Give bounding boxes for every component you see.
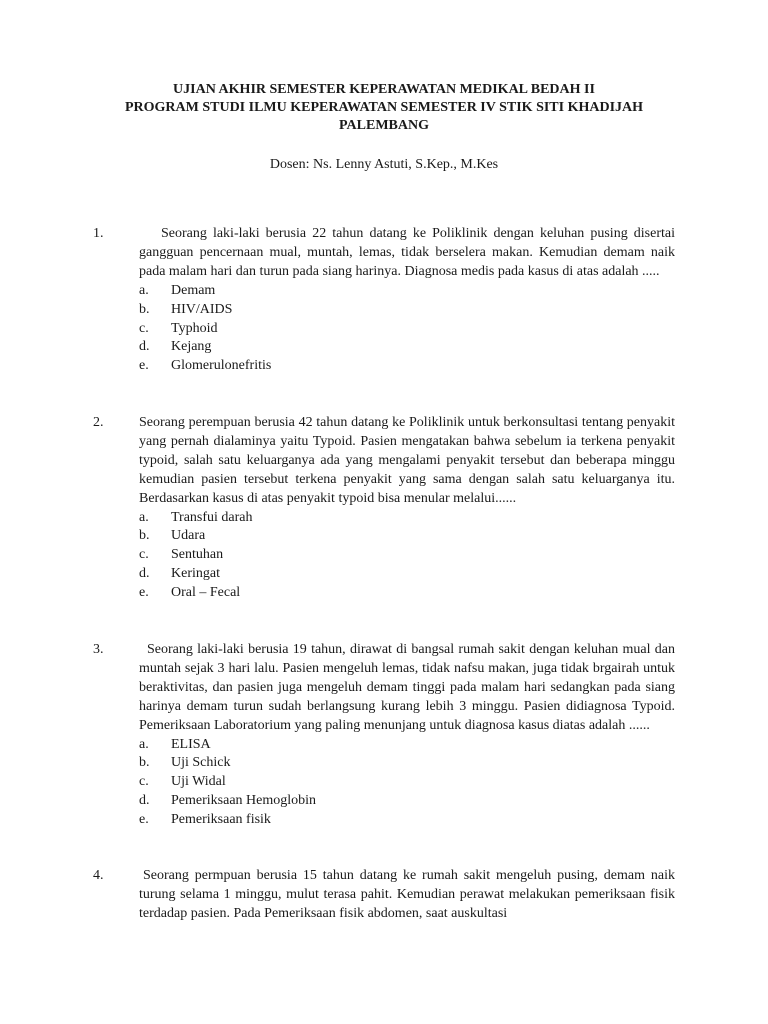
option-letter: a. (139, 736, 149, 752)
exam-header (80, 81, 688, 135)
answer-option (139, 565, 675, 584)
answer-option (139, 736, 675, 755)
answer-option (139, 527, 675, 546)
option-letter: c. (139, 547, 149, 563)
question-text: Seorang permpuan berusia 15 tahun datang ke rumah sakit mengeluh pusing, demam naik turung selama 1 minggu, mulut terasa pahit. Kemudian perawat melakukan pemeriksaan fisik terdadap pasien. Pada Pemeriksaan fisik abdomen, saat auskultasi (139, 868, 675, 921)
answer-options (139, 282, 675, 377)
option-text: Demam (171, 282, 216, 298)
question-4 (93, 867, 675, 924)
option-letter: d. (139, 566, 150, 582)
answer-option (139, 357, 675, 376)
option-letter: c. (139, 774, 149, 790)
option-text: Oral – Fecal (171, 585, 241, 601)
question-text: Seorang laki-laki berusia 19 tahun, dirawat di bangsal rumah sakit dengan keluhan mual dan muntah sejak 3 hari lalu. Pasien mengeluh lemas, tidak nafsu makan, juga tidak brgairah untuk beraktivitas, dan pasien juga mengeluh demam tinggi pada malam hari sedangkan pada siang harinya demam turun sudah berlangsung kurang lebih 3 minggu. Pasien didiagnosa Typoid. Pemeriksaan Laboratorium yang paling menunjang untuk diagnosa kasus diatas adalah ...... (139, 642, 675, 733)
answer-option (139, 811, 675, 830)
option-letter: b. (139, 301, 150, 317)
option-text: Pemeriksaan Hemoglobin (171, 793, 317, 809)
option-text: Kejang (171, 339, 212, 355)
question-number: 1. (93, 226, 104, 241)
answer-option (139, 754, 675, 773)
answer-option (139, 509, 675, 528)
option-letter: e. (139, 812, 149, 828)
question-text: Seorang perempuan berusia 42 tahun datang ke Poliklinik untuk berkonsultasi tentang penyakit yang pernah dialaminya yaitu Typoid. Pasien mengatakan bahwa sebelum ia terkena penyakit typoid, salah satu keluarganya ada yang mengalami penyakit tersebut dan beberapa minggu kemudian pasien tersebut terkena penyakit yang sama dengan salah satu keluarganya itu. Berdasarkan kasus di atas penyakit typoid bisa menular melalui...... (139, 415, 675, 506)
option-text: Keringat (171, 566, 220, 582)
header-line-2: PROGRAM STUDI ILMU KEPERAWATAN SEMESTER IV STIK SITI KHADIJAH (124, 100, 644, 115)
option-text: Glomerulonefritis (171, 358, 272, 374)
option-text: Pemeriksaan fisik (171, 812, 271, 828)
option-letter: a. (139, 282, 149, 298)
answer-option (139, 282, 675, 301)
answer-option (139, 338, 675, 357)
header-line-1: UJIAN AKHIR SEMESTER KEPERAWATAN MEDIKAL BEDAH II (173, 82, 595, 97)
option-text: HIV/AIDS (171, 301, 233, 317)
option-text: Udara (171, 528, 206, 544)
answer-option (139, 792, 675, 811)
answer-option (139, 584, 675, 603)
question-3 (93, 641, 675, 830)
option-text: Typhoid (171, 320, 218, 336)
option-text: Sentuhan (171, 547, 224, 563)
option-letter: b. (139, 755, 150, 771)
option-text: Uji Widal (171, 774, 226, 790)
header-line-3: PALEMBANG (339, 118, 429, 133)
answer-options (139, 509, 675, 604)
answer-option (139, 773, 675, 792)
answer-options (139, 736, 675, 831)
answer-option (139, 546, 675, 565)
option-letter: e. (139, 585, 149, 601)
option-letter: d. (139, 793, 150, 809)
option-letter: a. (139, 509, 149, 525)
option-text: Transfui darah (171, 509, 253, 525)
question-number: 4. (93, 868, 104, 883)
option-letter: b. (139, 528, 150, 544)
answer-option (139, 320, 675, 339)
option-letter: e. (139, 358, 149, 374)
question-1 (93, 225, 675, 376)
option-text: Uji Schick (171, 755, 231, 771)
question-number: 2. (93, 415, 104, 430)
question-2 (93, 414, 675, 603)
answer-option (139, 301, 675, 320)
lecturer-line: Dosen: Ns. Lenny Astuti, S.Kep., M.Kes (269, 157, 499, 172)
question-number: 3. (93, 642, 104, 657)
option-letter: c. (139, 320, 149, 336)
option-letter: d. (139, 339, 150, 355)
option-text: ELISA (171, 736, 211, 752)
question-text: Seorang laki-laki berusia 22 tahun datang ke Poliklinik dengan keluhan pusing disertai gangguan pencernaan mual, muntah, lemas, tidak berselera makan. Kemudian demam naik pada malam hari dan turun pada siang harinya. Diagnosa medis pada kasus di atas adalah ..... (139, 226, 675, 279)
